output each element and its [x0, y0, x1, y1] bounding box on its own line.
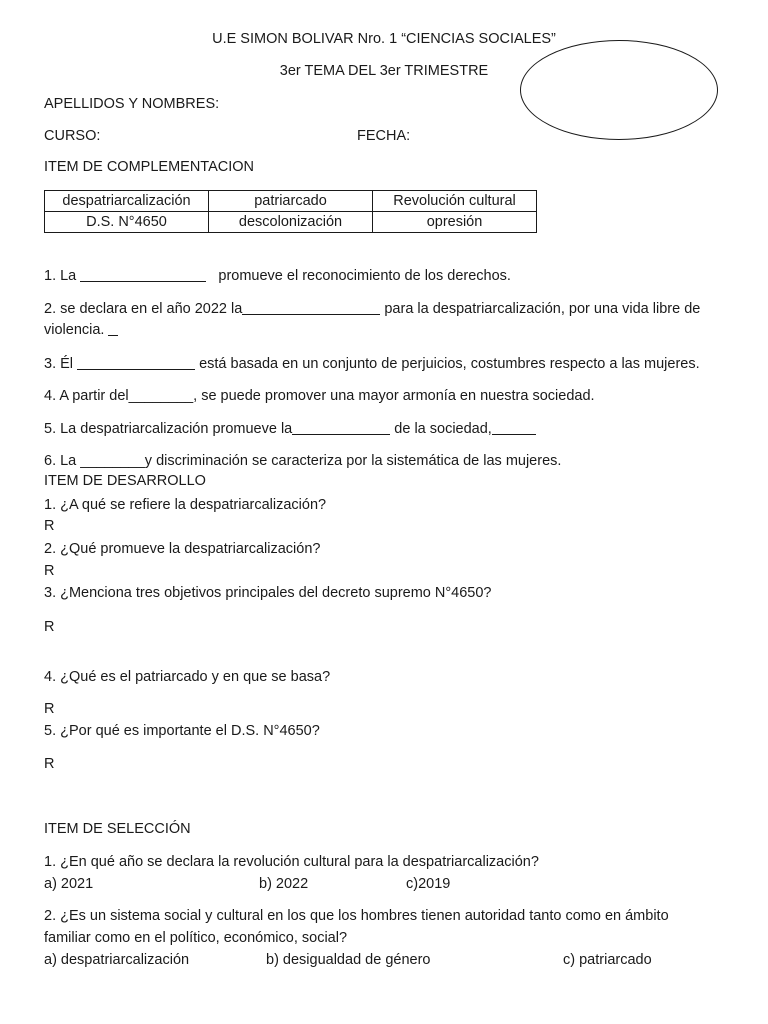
select-question-1: 1. ¿En qué año se declara la revolución cultural para la despatriarcalización?: [44, 854, 539, 870]
q5-start: 5. La despatriarcalización promueve la: [44, 421, 293, 437]
fill-question-5: [44, 420, 536, 438]
answer-blank[interactable]: [242, 300, 380, 315]
fill-question-3: [44, 355, 700, 373]
answer-label: R: [44, 563, 55, 579]
exam-subtitle: 3er TEMA DEL 3er TRIMESTRE: [279, 63, 489, 79]
select-question-2-cont: familiar como en el político, económico, social?: [44, 930, 348, 946]
names-label: APELLIDOS Y NOMBRES:: [44, 96, 220, 112]
fill-question-2: [44, 300, 700, 318]
q3-start: 3. Él: [44, 356, 74, 372]
table-row: [45, 212, 537, 233]
answer-blank[interactable]: [492, 420, 536, 435]
option-a[interactable]: a) 2021: [44, 876, 94, 892]
q2-cont: violencia.: [44, 322, 105, 338]
fill-question-6: 6. La ________y discriminación se caracteriza por la sistemática de las mujeres.: [44, 453, 562, 469]
word-cell: Revolución cultural: [373, 191, 537, 212]
fill-question-1: [44, 267, 511, 285]
q1-end: promueve el reconocimiento de los derechos.: [218, 268, 511, 284]
course-label: CURSO:: [44, 128, 101, 144]
answer-blank[interactable]: [77, 355, 195, 370]
answer-blank[interactable]: [108, 321, 118, 336]
dev-question-4: 4. ¿Qué es el patriarcado y en que se basa?: [44, 669, 331, 685]
table-row: [45, 191, 537, 212]
word-bank-table: [44, 190, 537, 233]
q5-end: de la sociedad,: [394, 421, 492, 437]
q1-start: 1. La: [44, 268, 77, 284]
dev-question-2: 2. ¿Qué promueve la despatriarcalización?: [44, 541, 321, 557]
section-title-seleccion: ITEM DE SELECCIÓN: [44, 821, 191, 837]
word-cell: descolonización: [209, 212, 373, 233]
dev-question-1: 1. ¿A qué se refiere la despatriarcalización?: [44, 497, 327, 513]
option-b[interactable]: b) 2022: [259, 876, 309, 892]
word-cell: D.S. N°4650: [45, 212, 209, 233]
fill-question-2-cont: [44, 321, 118, 339]
school-title: U.E SIMON BOLIVAR Nro. 1 “CIENCIAS SOCIALES”: [212, 31, 556, 47]
grade-oval: [520, 40, 718, 140]
answer-blank[interactable]: [292, 420, 390, 435]
option-a[interactable]: a) despatriarcalización: [44, 952, 190, 968]
answer-label: R: [44, 619, 55, 635]
option-b[interactable]: b) desigualdad de género: [266, 952, 431, 968]
section-title-complementacion: ITEM DE COMPLEMENTACION: [44, 159, 254, 175]
word-cell: patriarcado: [209, 191, 373, 212]
word-cell: opresión: [373, 212, 537, 233]
q3-end: está basada en un conjunto de perjuicios, costumbres respecto a las mujeres.: [199, 356, 700, 372]
answer-label: R: [44, 701, 55, 717]
answer-blank[interactable]: [80, 267, 206, 282]
answer-label: R: [44, 518, 55, 534]
select-question-2: 2. ¿Es un sistema social y cultural en los que los hombres tienen autoridad tanto como en ámbito: [44, 908, 669, 924]
option-c[interactable]: c) patriarcado: [563, 952, 652, 968]
dev-question-3: 3. ¿Menciona tres objetivos principales del decreto supremo N°4650?: [44, 585, 492, 601]
word-cell: despatriarcalización: [45, 191, 209, 212]
option-c[interactable]: c)2019: [406, 876, 451, 892]
dev-question-5: 5. ¿Por qué es importante el D.S. N°4650?: [44, 723, 320, 739]
date-label: FECHA:: [357, 128, 411, 144]
q2-start: 2. se declara en el año 2022 la: [44, 301, 243, 317]
section-title-desarrollo: ITEM DE DESARROLLO: [44, 473, 206, 489]
answer-label: R: [44, 756, 55, 772]
fill-question-4: 4. A partir del________, se puede promover una mayor armonía en nuestra sociedad.: [44, 388, 595, 404]
q2-end: para la despatriarcalización, por una vida libre de: [384, 301, 701, 317]
